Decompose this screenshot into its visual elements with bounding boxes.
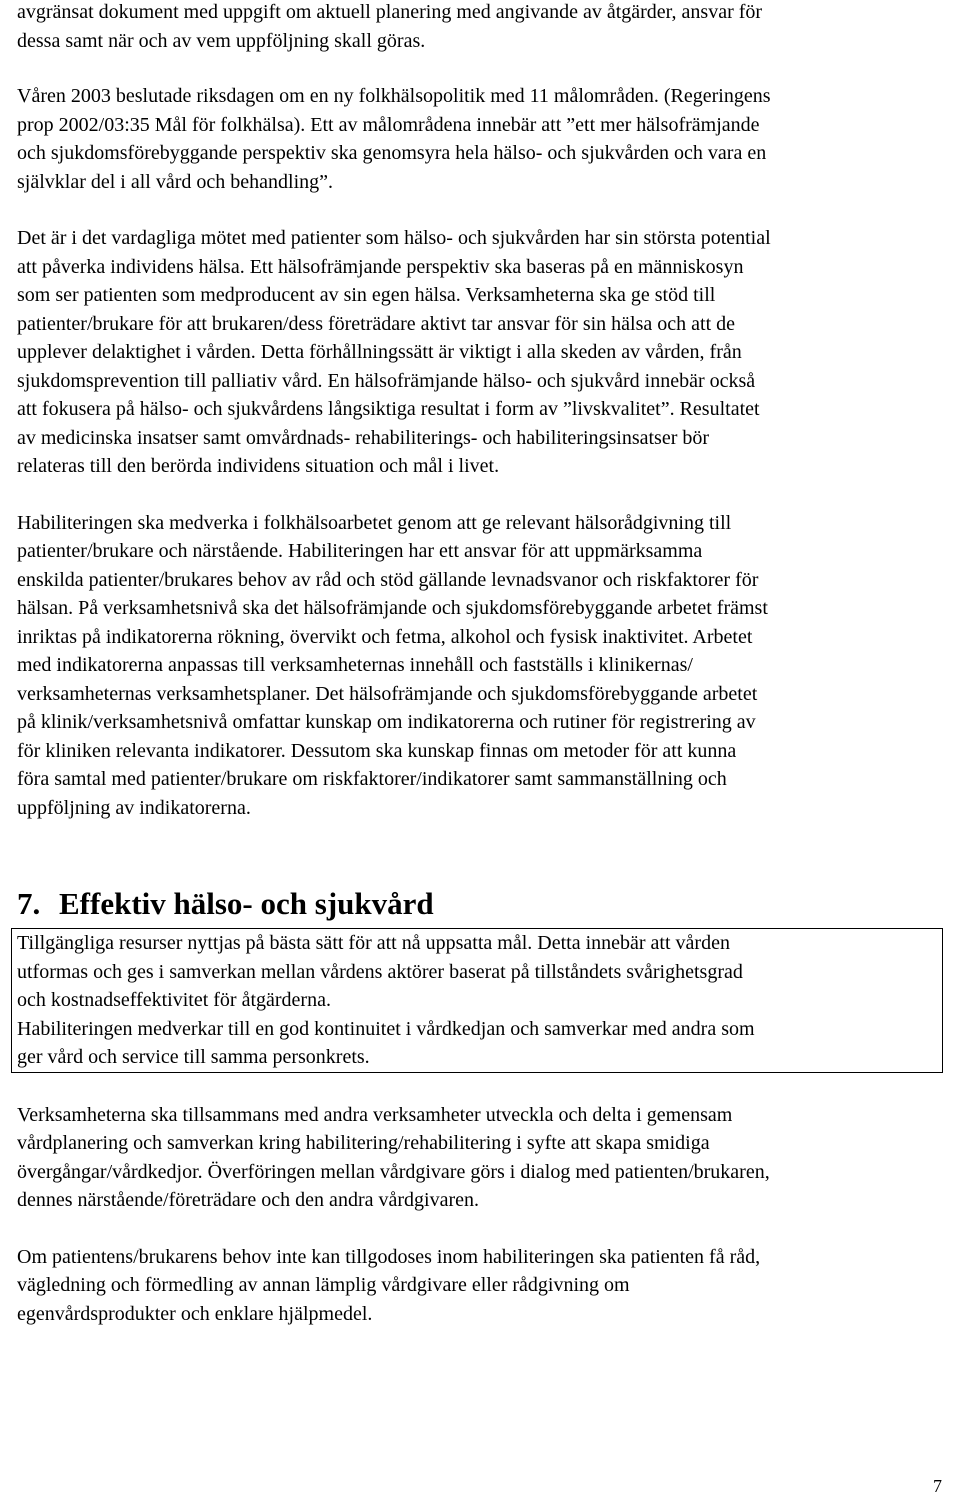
- text-line: och kostnadseffektivitet för åtgärderna.: [17, 989, 331, 1011]
- text-line: på klinik/verksamhetsnivå omfattar kunskap om indikatorerna och rutiner för registrering av: [17, 711, 756, 733]
- text-line: sjukdomsprevention till palliativ vård. En hälsofrämjande hälso- och sjukvård innebär också: [17, 369, 756, 392]
- paragraph-intro-continuation: [17, 0, 947, 55]
- text-line: inriktas på indikatorerna rökning, övervikt och fetma, alkohol och fysisk inaktivitet. Arbetet: [17, 625, 753, 648]
- text-line: vårdplanering och samverkan kring habilitering/rehabilitering i syfte att skapa smidiga: [17, 1132, 710, 1154]
- paragraph-annan-vardgivare: [17, 1243, 947, 1329]
- text-line: ger vård och service till samma personkrets.: [17, 1046, 370, 1068]
- text-line: dennes närstående/företrädare och den andra vårdgivaren.: [17, 1189, 479, 1211]
- paragraph-vardagliga-motet: [17, 224, 947, 481]
- text-line: Om patientens/brukarens behov inte kan tillgodoses inom habiliteringen ska patienten få råd,: [17, 1245, 761, 1268]
- text-line: för kliniken relevanta indikatorer. Dessutom ska kunskap finnas om metoder för att kunna: [17, 739, 737, 762]
- text-line: prop 2002/03:35 Mål för folkhälsa). Ett av målområdena innebär att ”ett mer hälsofrämjande: [17, 113, 760, 136]
- text-line: övergångar/vårdkedjor. Överföringen mellan vårdgivare görs i dialog med patienten/brukaren,: [17, 1160, 770, 1183]
- text-line: som ser patienten som medproducent av sin egen hälsa. Verksamheterna ska ge stöd till: [17, 284, 716, 306]
- text-line: egenvårdsprodukter och enklare hjälpmedel.: [17, 1302, 373, 1325]
- paragraph-folkhalsopolitik: [17, 82, 947, 196]
- text-line: utformas och ges i samverkan mellan vårdens aktörer baserat på tillståndets svårighetsgrad: [17, 960, 743, 983]
- text-line: upplever delaktighet i vården. Detta förhållningssätt är viktigt i alla skeden av vården, från: [17, 341, 742, 363]
- text-line: självklar del i all vård och behandling”.: [17, 170, 334, 193]
- paragraph-vardplanering: [17, 1101, 947, 1215]
- page-number: 7: [933, 1476, 942, 1496]
- text-line: dessa samt när och av vem uppföljning skall göras.: [17, 29, 426, 52]
- section-number: 7.: [17, 886, 41, 921]
- text-line: att fokusera på hälso- och sjukvårdens långsiktiga resultat i form av ”livskvalitet”. Resultatet: [17, 398, 760, 420]
- section-heading: [17, 886, 947, 922]
- section-title: Effektiv hälso- och sjukvård: [59, 886, 434, 921]
- text-line: relateras till den berörda individens situation och mål i livet.: [17, 455, 500, 477]
- text-line: av medicinska insatser samt omvårdnads- rehabiliterings- och habiliteringsinsatser bör: [17, 426, 710, 449]
- text-line: patienter/brukare och närstående. Habiliteringen har ett ansvar för att uppmärksamma: [17, 540, 703, 562]
- text-line: Verksamheterna ska tillsammans med andra verksamheter utveckla och delta i gemensam: [17, 1103, 733, 1126]
- summary-box: [11, 928, 943, 1073]
- text-line: Habiliteringen ska medverka i folkhälsoarbetet genom att ge relevant hälsorådgivning till: [17, 511, 732, 534]
- text-line: Våren 2003 beslutade riksdagen om en ny folkhälsopolitik med 11 målområden. (Regeringens: [17, 85, 771, 107]
- text-line: enskilda patienter/brukares behov av råd och stöd gällande levnadsvanor och riskfaktorer för: [17, 568, 759, 591]
- text-line: och sjukdomsförebyggande perspektiv ska genomsyra hela hälso- och sjukvården och vara en: [17, 142, 767, 164]
- text-line: föra samtal med patienter/brukare om riskfaktorer/indikatorer samt sammanställning och: [17, 768, 727, 790]
- text-line: med indikatorerna anpassas till verksamheternas innehåll och fastställs i klinikernas/: [17, 654, 693, 676]
- text-line: hälsan. På verksamhetsnivå ska det hälsofrämjande och sjukdomsförebyggande arbetet främst: [17, 597, 768, 619]
- text-line: verksamheternas verksamhetsplaner. Det hälsofrämjande och sjukdomsförebyggande arbetet: [17, 682, 758, 705]
- text-line: Habiliteringen medverkar till en god kontinuitet i vårdkedjan och samverkar med andra som: [17, 1017, 755, 1040]
- text-line: vägledning och förmedling av annan lämplig vårdgivare eller rådgivning om: [17, 1274, 630, 1296]
- text-line: uppföljning av indikatorerna.: [17, 796, 251, 819]
- text-line: Tillgängliga resurser nyttjas på bästa sätt för att nå uppsatta mål. Detta innebär att vården: [17, 932, 730, 954]
- text-line: Det är i det vardagliga mötet med patienter som hälso- och sjukvården har sin största potential: [17, 227, 771, 249]
- text-line: avgränsat dokument med uppgift om aktuell planering med angivande av åtgärder, ansvar för: [17, 1, 763, 23]
- text-line: att påverka individens hälsa. Ett hälsofrämjande perspektiv ska baseras på en människosyn: [17, 255, 744, 278]
- document-page: [17, 0, 947, 1328]
- paragraph-habiliteringen-folkhalsa: [17, 509, 947, 823]
- text-line: patienter/brukare för att brukaren/dess företrädare aktivt tar ansvar för sin hälsa och att de: [17, 312, 736, 335]
